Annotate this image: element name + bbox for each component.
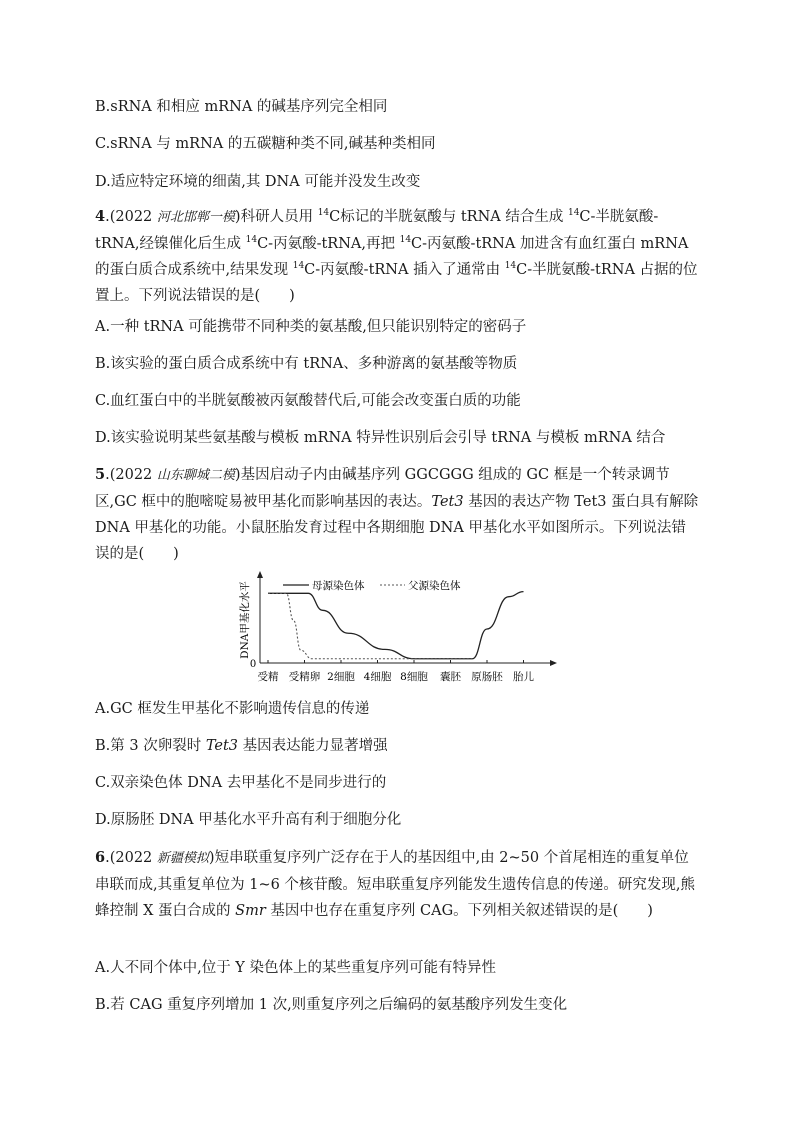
gene-name: Tet3 [431, 494, 464, 510]
x-tick-label: 受精 [257, 671, 279, 683]
series-maternal-line [268, 592, 524, 659]
series-paternal-line [268, 593, 472, 658]
option-b-q4: B.该实验的蛋白质合成系统中有 tRNA、多种游离的氨基酸等物质 [95, 356, 518, 372]
option-c-q5: C.双亲染色体 DNA 去甲基化不是同步进行的 [95, 775, 387, 791]
question-number: 4 [95, 208, 106, 225]
option-a-q4: A.一种 tRNA 可能携带不同种类的氨基酸,但只能识别特定的密码子 [95, 319, 527, 335]
x-tick-label: 受精卵 [288, 671, 321, 683]
x-tick-label: 2细胞 [327, 671, 355, 683]
option-c-q4: C.血红蛋白中的半胱氨酸被丙氨酸替代后,可能会改变蛋白质的功能 [95, 393, 521, 409]
question-source: 新疆模拟 [156, 851, 209, 866]
question-source: 山东聊城二模 [156, 468, 235, 483]
question-source: 河北邯郸一模 [156, 210, 235, 225]
option-a-q6: A.人不同个体中,位于 Y 染色体上的某些重复序列可能有特异性 [95, 960, 496, 976]
x-tick-label: 胎儿 [513, 671, 534, 683]
option-d-q5: D.原肠胚 DNA 甲基化水平升高有利于细胞分化 [95, 812, 402, 828]
x-tick-label: 囊胚 [440, 671, 461, 683]
gene-name: Tet3 [205, 738, 239, 754]
x-tick-label: 4细胞 [363, 671, 392, 683]
legend-maternal-label: 母源染色体 [312, 580, 365, 592]
question-number: 5 [95, 466, 106, 483]
question-number: 6 [95, 849, 106, 866]
option-c-q3: C.sRNA 与 mRNA 的五碳糖种类不同,碱基种类相同 [95, 136, 436, 152]
x-tick-label: 8细胞 [400, 671, 428, 683]
option-d-q4: D.该实验说明某些氨基酸与模板 mRNA 特异性识别后会引导 tRNA 与模板 mRNA 结合 [95, 430, 666, 446]
question-4-stem: 4.(2022 河北邯郸一模)科研人员用 $^{14}$C标记的半胱氨酸与 tRNA 结合生成 $^{14}$C-半胱氨酸-tRNA,经镍催化后生成 $^{14}$C-丙氨酸-tRNA,再把 $^{14}$C-丙氨酸-tRNA 加进含有血红蛋白 mRNA 的蛋白质合成系统中,结果发现 $^{14}$C-丙氨酸-tRNA 插入了通常由 $^{14}$C-半胱氨酸-tRNA 占据的位置上。下列说法错误的是( ) [95, 208, 698, 304]
x-axis-arrow [550, 660, 557, 666]
question-5-stem: 5.(2022 山东聊城二模)基因启动子内由碱基序列 GGCGGG 组成的 GC 框是一个转录调节区,GC 框中的胞嘧啶易被甲基化而影响基因的表达。Tet3 基因的表达产物 Tet3 蛋白具有解除 DNA 甲基化的功能。小鼠胚胎发育过程中各期细胞 DNA 甲基化水平如图所示。下列说法错误的是( ) [95, 466, 699, 562]
methylation-chart [235, 570, 565, 686]
option-a-q5: A.GC 框发生甲基化不影响遗传信息的传递 [95, 701, 370, 717]
option-b-q5: B.第 3 次卵裂时 Tet3 基因表达能力显著增强 [95, 738, 388, 754]
y-axis-label: DNA甲基化水平 [239, 581, 251, 659]
gene-name: Smr [235, 903, 266, 919]
origin-label: 0 [249, 659, 257, 670]
legend-paternal-label: 父源染色体 [408, 580, 461, 592]
option-b-q3: B.sRNA 和相应 mRNA 的碱基序列完全相同 [95, 99, 388, 115]
legend [283, 579, 461, 592]
y-axis-arrow [257, 571, 263, 578]
question-6-stem: 6.(2022 新疆模拟)短串联重复序列广泛存在于人的基因组中,由 2~50 个首尾相连的重复单位串联而成,其重复单位为 1~6 个核苷酸。短串联重复序列能发生遗传信息的传递。研究发现,熊蜂控制 X 蛋白合成的 Smr 基因中也存在重复序列 CAG。下列相关叙述错误的是( ) [95, 849, 696, 919]
option-d-q3: D.适应特定环境的细菌,其 DNA 可能并没发生改变 [95, 174, 421, 190]
option-b-q6: B.若 CAG 重复序列增加 1 次,则重复序列之后编码的氨基酸序列发生变化 [95, 997, 568, 1013]
x-tick-label: 原肠胚 [471, 671, 503, 683]
